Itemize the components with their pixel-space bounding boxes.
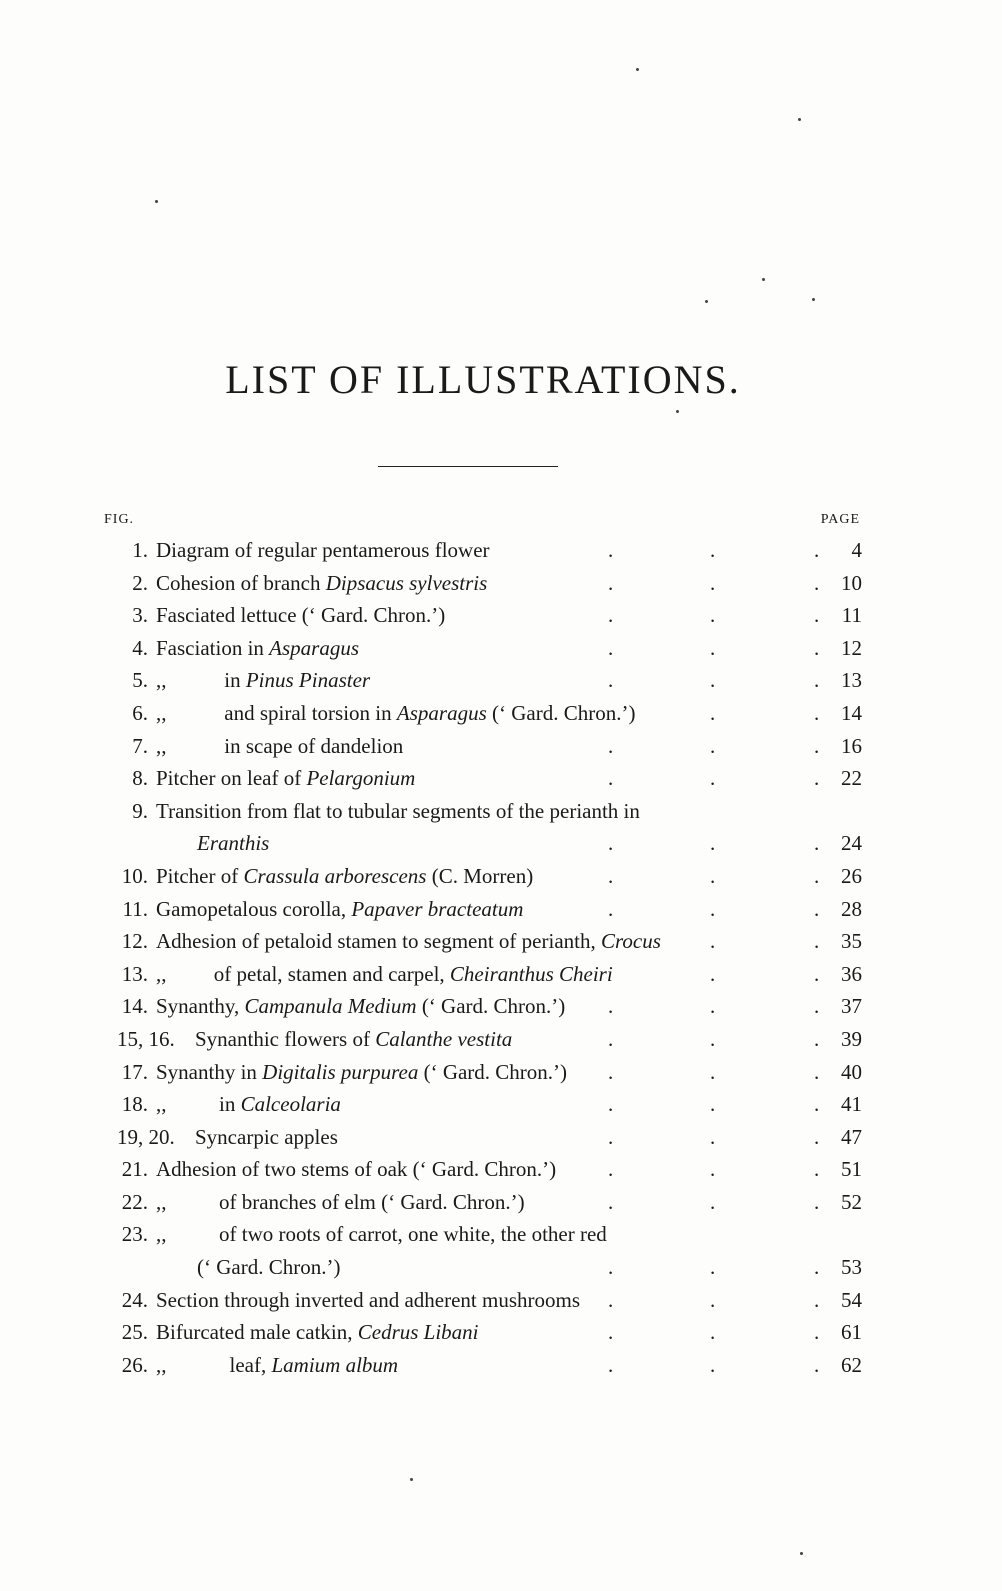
dot-leader: . xyxy=(814,1189,820,1214)
caption-italic: Calanthe vestita xyxy=(375,1026,513,1051)
figure-number: 17. xyxy=(121,1059,148,1084)
figure-caption xyxy=(156,1088,341,1121)
caption-text: (C. Morren) xyxy=(426,863,534,888)
caption-text: ,, of two roots of carrot, one white, the other red xyxy=(156,1222,607,1247)
dot-leader: . xyxy=(814,994,820,1019)
figure-caption xyxy=(156,795,640,828)
page-number: 35 xyxy=(841,929,862,954)
dot-leader: . xyxy=(814,1026,820,1051)
dot-leader: . xyxy=(608,1059,614,1084)
figure-number: 19, 20. xyxy=(117,1124,175,1149)
caption-italic: Cedrus Libani xyxy=(357,1320,479,1345)
dot-leader: . xyxy=(814,1059,820,1084)
title-rule xyxy=(378,466,558,467)
figure-caption xyxy=(156,697,635,730)
caption-italic: Dipsacus sylvestris xyxy=(325,570,488,595)
dot-leader: . xyxy=(710,733,716,758)
caption-text: Adhesion of two stems of oak (‘ Gard. Chron.’) xyxy=(156,1157,557,1182)
dot-leader: . xyxy=(608,994,614,1019)
page-title: LIST OF ILLUSTRATIONS. xyxy=(225,357,741,402)
figure-caption xyxy=(156,730,403,763)
page-number: 14 xyxy=(841,700,862,725)
dot-leader: . xyxy=(814,1124,820,1149)
figure-number: 5. xyxy=(132,668,148,693)
figure-number: 13. xyxy=(121,961,148,986)
list-item xyxy=(0,730,1002,763)
caption-text: (‘ Gard. Chron.’) xyxy=(486,700,636,725)
caption-italic: Lamium album xyxy=(271,1352,399,1377)
figure-number: 24. xyxy=(121,1287,148,1312)
figure-caption xyxy=(156,1349,398,1382)
scan-speck xyxy=(676,410,679,413)
figure-caption xyxy=(156,762,415,795)
dot-leader: . xyxy=(608,538,614,562)
figure-number: 21. xyxy=(121,1157,148,1182)
scan-speck xyxy=(812,298,815,301)
dot-leader: . xyxy=(710,538,716,562)
caption-text: (‘ Gard. Chron.’) xyxy=(197,1255,341,1280)
caption-text: Syncarpic apples xyxy=(195,1124,338,1149)
dot-leader: . xyxy=(710,570,716,595)
figure-caption xyxy=(156,567,487,600)
page-number: 36 xyxy=(841,961,862,986)
list-item xyxy=(0,632,1002,665)
caption-text: Cohesion of branch xyxy=(156,570,326,595)
list-item xyxy=(0,534,1002,567)
dot-leader: . xyxy=(814,961,820,986)
dot-leader: . xyxy=(814,1352,820,1377)
caption-italic: Asparagus xyxy=(269,635,360,660)
dot-leader: . xyxy=(710,1189,716,1214)
caption-text: Synanthy, xyxy=(156,994,245,1019)
dot-leader: . xyxy=(814,1157,820,1182)
dot-leader: . xyxy=(814,863,820,888)
caption-italic: Pelargonium xyxy=(306,766,416,791)
dot-leader: . xyxy=(814,635,820,660)
dot-leader: . xyxy=(814,1320,820,1345)
dot-leader: . xyxy=(710,994,716,1019)
list-item xyxy=(0,795,1002,828)
list-item xyxy=(0,1218,1002,1251)
list-item xyxy=(0,1088,1002,1121)
dot-leader: . xyxy=(608,1352,614,1377)
figure-caption xyxy=(197,827,269,860)
scan-speck xyxy=(800,1552,803,1555)
dot-leader: . xyxy=(608,1026,614,1051)
list-item xyxy=(0,1186,1002,1219)
scan-speck xyxy=(636,68,639,71)
figure-number: 15, 16. xyxy=(117,1026,175,1051)
caption-text: (‘ Gard. Chron.’) xyxy=(416,994,566,1019)
dot-leader: . xyxy=(608,1255,614,1280)
dot-leader: . xyxy=(608,635,614,660)
scan-speck xyxy=(155,200,158,203)
figure-number: 7. xyxy=(132,733,148,758)
caption-text: Bifurcated male catkin, xyxy=(156,1320,358,1345)
caption-text: Diagram of regular pentamerous flower xyxy=(156,538,490,562)
figure-number: 8. xyxy=(132,766,148,791)
page-number: 24 xyxy=(841,831,862,856)
page-number: 26 xyxy=(841,863,862,888)
figure-caption xyxy=(156,1153,556,1186)
fig-column-header: FIG. xyxy=(104,512,135,527)
caption-text: Transition from flat to tubular segments of the perianth in xyxy=(156,798,640,823)
figure-caption xyxy=(156,1218,607,1251)
dot-leader: . xyxy=(710,1320,716,1345)
caption-text: ,, of petal, stamen and carpel, xyxy=(156,961,450,986)
caption-text: Adhesion of petaloid stamen to segment of perianth, xyxy=(156,929,601,954)
list-item xyxy=(0,1316,1002,1349)
caption-italic: Papaver bracteatum xyxy=(351,896,524,921)
figure-number: 26. xyxy=(121,1352,148,1377)
caption-text: Section through inverted and adherent mushrooms xyxy=(156,1287,580,1312)
page-number: 54 xyxy=(841,1287,862,1312)
caption-text: Synanthic flowers of xyxy=(195,1026,376,1051)
figure-caption xyxy=(156,1186,525,1219)
dot-leader: . xyxy=(710,766,716,791)
page-number: 37 xyxy=(841,994,862,1019)
page-number: 28 xyxy=(841,896,862,921)
figure-caption xyxy=(156,990,565,1023)
page-number: 52 xyxy=(841,1189,862,1214)
figure-caption xyxy=(156,860,533,893)
scan-speck xyxy=(705,300,708,303)
caption-text: Synanthy in xyxy=(156,1059,263,1084)
list-item xyxy=(0,1121,1002,1154)
caption-text: ,, in scape of dandelion xyxy=(156,733,404,758)
caption-italic: Asparagus xyxy=(396,700,487,725)
dot-leader: . xyxy=(710,635,716,660)
illustrations-list xyxy=(0,534,1002,1381)
page-number: 11 xyxy=(841,603,862,628)
dot-leader: . xyxy=(814,831,820,856)
caption-italic: Pinus Pinaster xyxy=(245,668,371,693)
dot-leader: . xyxy=(710,1059,716,1084)
scan-speck xyxy=(798,118,801,121)
page-number: 61 xyxy=(841,1320,862,1345)
page-number: 47 xyxy=(841,1124,862,1149)
dot-leader: . xyxy=(710,1352,716,1377)
dot-leader: . xyxy=(608,863,614,888)
figure-number: 2. xyxy=(132,570,148,595)
page-number: 62 xyxy=(841,1352,862,1377)
dot-leader: . xyxy=(710,700,716,725)
list-item xyxy=(0,1153,1002,1186)
caption-italic: Digitalis purpurea xyxy=(262,1059,419,1084)
dot-leader: . xyxy=(814,766,820,791)
dot-leader: . xyxy=(710,863,716,888)
figure-number: 14. xyxy=(121,994,148,1019)
caption-italic: Eranthis xyxy=(197,831,270,856)
figure-caption xyxy=(156,1056,567,1089)
list-item xyxy=(0,1349,1002,1382)
figure-caption xyxy=(156,893,523,926)
dot-leader: . xyxy=(814,929,820,954)
dot-leader: . xyxy=(710,1124,716,1149)
list-item xyxy=(0,827,1002,860)
figure-caption xyxy=(156,1316,479,1349)
figure-number: 11. xyxy=(122,896,148,921)
caption-text: ,, leaf, xyxy=(156,1352,272,1377)
dot-leader: . xyxy=(814,896,820,921)
page-column-header: PAGE xyxy=(820,512,860,527)
figure-number: 6. xyxy=(132,700,148,725)
figure-caption xyxy=(197,1251,340,1284)
list-item xyxy=(0,958,1002,991)
caption-text: ,, in xyxy=(156,1092,241,1117)
dot-leader: . xyxy=(814,538,820,562)
caption-italic: Crocus xyxy=(600,929,661,954)
page-number: 16 xyxy=(841,733,862,758)
page-number: 40 xyxy=(841,1059,862,1084)
dot-leader: . xyxy=(814,570,820,595)
figure-number: 3. xyxy=(132,603,148,628)
dot-leader: . xyxy=(710,1026,716,1051)
list-item xyxy=(0,1023,1002,1056)
caption-italic: Calceolaria xyxy=(240,1092,341,1117)
figure-caption xyxy=(195,1121,338,1154)
caption-text: Fasciated lettuce (‘ Gard. Chron.’) xyxy=(156,603,446,628)
dot-leader: . xyxy=(608,1157,614,1182)
dot-leader: . xyxy=(710,961,716,986)
dot-leader: . xyxy=(710,896,716,921)
figure-caption xyxy=(156,534,490,567)
dot-leader: . xyxy=(608,831,614,856)
list-item xyxy=(0,925,1002,958)
list-item xyxy=(0,567,1002,600)
list-item xyxy=(0,990,1002,1023)
dot-leader: . xyxy=(710,1157,716,1182)
list-item xyxy=(0,1056,1002,1089)
page-number: 12 xyxy=(841,635,862,660)
page-number: 53 xyxy=(841,1255,862,1280)
caption-text: Pitcher on leaf of xyxy=(156,766,307,791)
scan-speck xyxy=(762,278,765,281)
dot-leader: . xyxy=(608,603,614,628)
dot-leader: . xyxy=(814,733,820,758)
dot-leader: . xyxy=(710,603,716,628)
caption-text: Gamopetalous corolla, xyxy=(156,896,352,921)
figure-caption xyxy=(195,1023,512,1056)
dot-leader: . xyxy=(814,1287,820,1312)
dot-leader: . xyxy=(814,1092,820,1117)
list-item xyxy=(0,762,1002,795)
caption-text: ,, and spiral torsion in xyxy=(156,700,397,725)
page-number: 39 xyxy=(841,1026,862,1051)
dot-leader: . xyxy=(710,831,716,856)
page-number: 4 xyxy=(851,538,862,562)
figure-number: 23. xyxy=(121,1222,148,1247)
figure-caption xyxy=(156,599,445,632)
dot-leader: . xyxy=(608,570,614,595)
scan-speck xyxy=(410,1478,413,1481)
dot-leader: . xyxy=(814,668,820,693)
list-item xyxy=(0,893,1002,926)
dot-leader: . xyxy=(608,733,614,758)
dot-leader: . xyxy=(608,1320,614,1345)
list-item xyxy=(0,1284,1002,1317)
dot-leader: . xyxy=(608,1124,614,1149)
caption-italic: Crassula arborescens xyxy=(243,863,427,888)
figure-caption xyxy=(156,958,613,991)
list-item xyxy=(0,860,1002,893)
list-item xyxy=(0,664,1002,697)
figure-number: 1. xyxy=(132,538,148,562)
list-item xyxy=(0,1251,1002,1284)
page-number: 13 xyxy=(841,668,862,693)
figure-caption xyxy=(156,925,661,958)
dot-leader: . xyxy=(608,1092,614,1117)
figure-caption xyxy=(156,1284,580,1317)
figure-number: 4. xyxy=(132,635,148,660)
figure-number: 9. xyxy=(132,798,148,823)
dot-leader: . xyxy=(710,1255,716,1280)
figure-number: 22. xyxy=(121,1189,148,1214)
caption-text: ,, of branches of elm (‘ Gard. Chron.’) xyxy=(156,1189,525,1214)
page-number: 51 xyxy=(841,1157,862,1182)
dot-leader: . xyxy=(710,668,716,693)
dot-leader: . xyxy=(608,766,614,791)
dot-leader: . xyxy=(710,1287,716,1312)
dot-leader: . xyxy=(814,603,820,628)
caption-text: Fasciation in xyxy=(156,635,270,660)
caption-text: Pitcher of xyxy=(156,863,244,888)
dot-leader: . xyxy=(608,1287,614,1312)
dot-leader: . xyxy=(814,1255,820,1280)
figure-number: 10. xyxy=(121,863,148,888)
caption-text: (‘ Gard. Chron.’) xyxy=(418,1059,568,1084)
figure-number: 25. xyxy=(121,1320,148,1345)
dot-leader: . xyxy=(814,700,820,725)
dot-leader: . xyxy=(608,1189,614,1214)
caption-italic: Cheiranthus Cheiri xyxy=(449,961,613,986)
caption-italic: Campanula Medium xyxy=(244,994,417,1019)
caption-text: ,, in xyxy=(156,668,246,693)
figure-number: 12. xyxy=(121,929,148,954)
list-item xyxy=(0,697,1002,730)
figure-caption xyxy=(156,632,359,665)
page-number: 22 xyxy=(841,766,862,791)
dot-leader: . xyxy=(608,668,614,693)
dot-leader: . xyxy=(710,1092,716,1117)
dot-leader: . xyxy=(710,929,716,954)
page-number: 10 xyxy=(841,570,862,595)
list-item xyxy=(0,599,1002,632)
figure-caption xyxy=(156,664,370,697)
page-number: 41 xyxy=(841,1092,862,1117)
figure-number: 18. xyxy=(121,1092,148,1117)
dot-leader: . xyxy=(608,896,614,921)
